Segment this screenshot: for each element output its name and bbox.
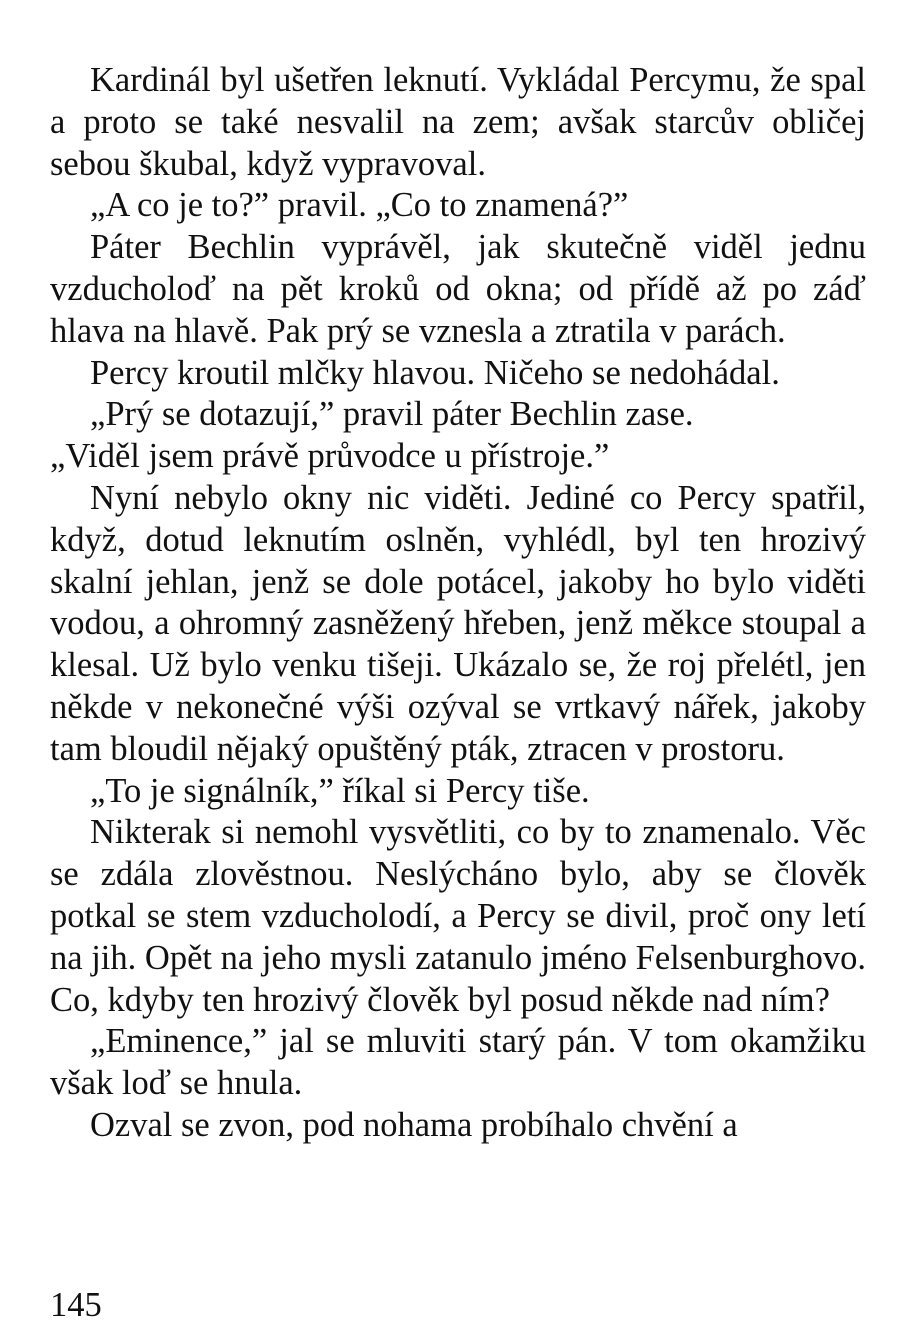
paragraph-8: „To je signálník,” říkal si Percy tiše. bbox=[90, 771, 590, 810]
paragraph-5: „Prý se dotazují,” pravil páter Bechlin zase. bbox=[90, 395, 694, 434]
page-number: 145 bbox=[50, 1286, 102, 1324]
paragraph-7: Nyní nebylo okny nic viděti. Jediné co Percy spatřil, když, dotud leknutím oslněn, vyhlédl, byl ten hrozivý skalní jehlan, jenž se dole potácel, jakoby ho bylo viděti vodou, a ohromný zasněžený hřeben, jenž měkce stoupal a klesal. Už bylo venku tišeji. Ukázalo se, že roj přelétl, jen někde v nekonečné výši ozýval se vrtkavý nářek, jakoby tam bloudil nějaký opuštěný pták, ztracen v prostoru. bbox=[50, 478, 866, 768]
paragraph-3: Páter Bechlin vyprávěl, jak skutečně viděl jednu vzducholoď na pět kroků od okna; od přídě až po záď hlava na hlavě. Pak prý se vznesla a ztratila v parách. bbox=[50, 228, 866, 350]
paragraph-1: Kardinál byl ušetřen leknutí. Vykládal Percymu, že spal a proto se také nesvalil na zem; avšak starcův obličej sebou škubal, když vypravoval. bbox=[50, 61, 866, 183]
paragraph-10: „Eminence,” jal se mluviti starý pán. V tom okamžiku však loď se hnula. bbox=[50, 1022, 866, 1103]
paragraph-6: „Viděl jsem právě průvodce u přístroje.” bbox=[50, 437, 610, 476]
paragraph-4: Percy kroutil mlčky hlavou. Ničeho se nedohádal. bbox=[90, 353, 780, 392]
book-page bbox=[50, 60, 866, 1147]
paragraph-11: Ozval se zvon, pod nohama probíhalo chvění a bbox=[90, 1105, 738, 1144]
paragraph-2: „A co je to?” pravil. „Co to znamená?” bbox=[90, 186, 629, 225]
paragraph-9: Nikterak si nemohl vysvětliti, co by to znamenalo. Věc se zdála zlověstnou. Neslýcháno bylo, aby se člověk potkal se stem vzducholodí, a Percy se divil, proč ony letí na jih. Opět na jeho mysli zatanulo jméno Felsenburghovo. Co, kdyby ten hrozivý člověk byl posud někde nad ním? bbox=[50, 813, 866, 1019]
